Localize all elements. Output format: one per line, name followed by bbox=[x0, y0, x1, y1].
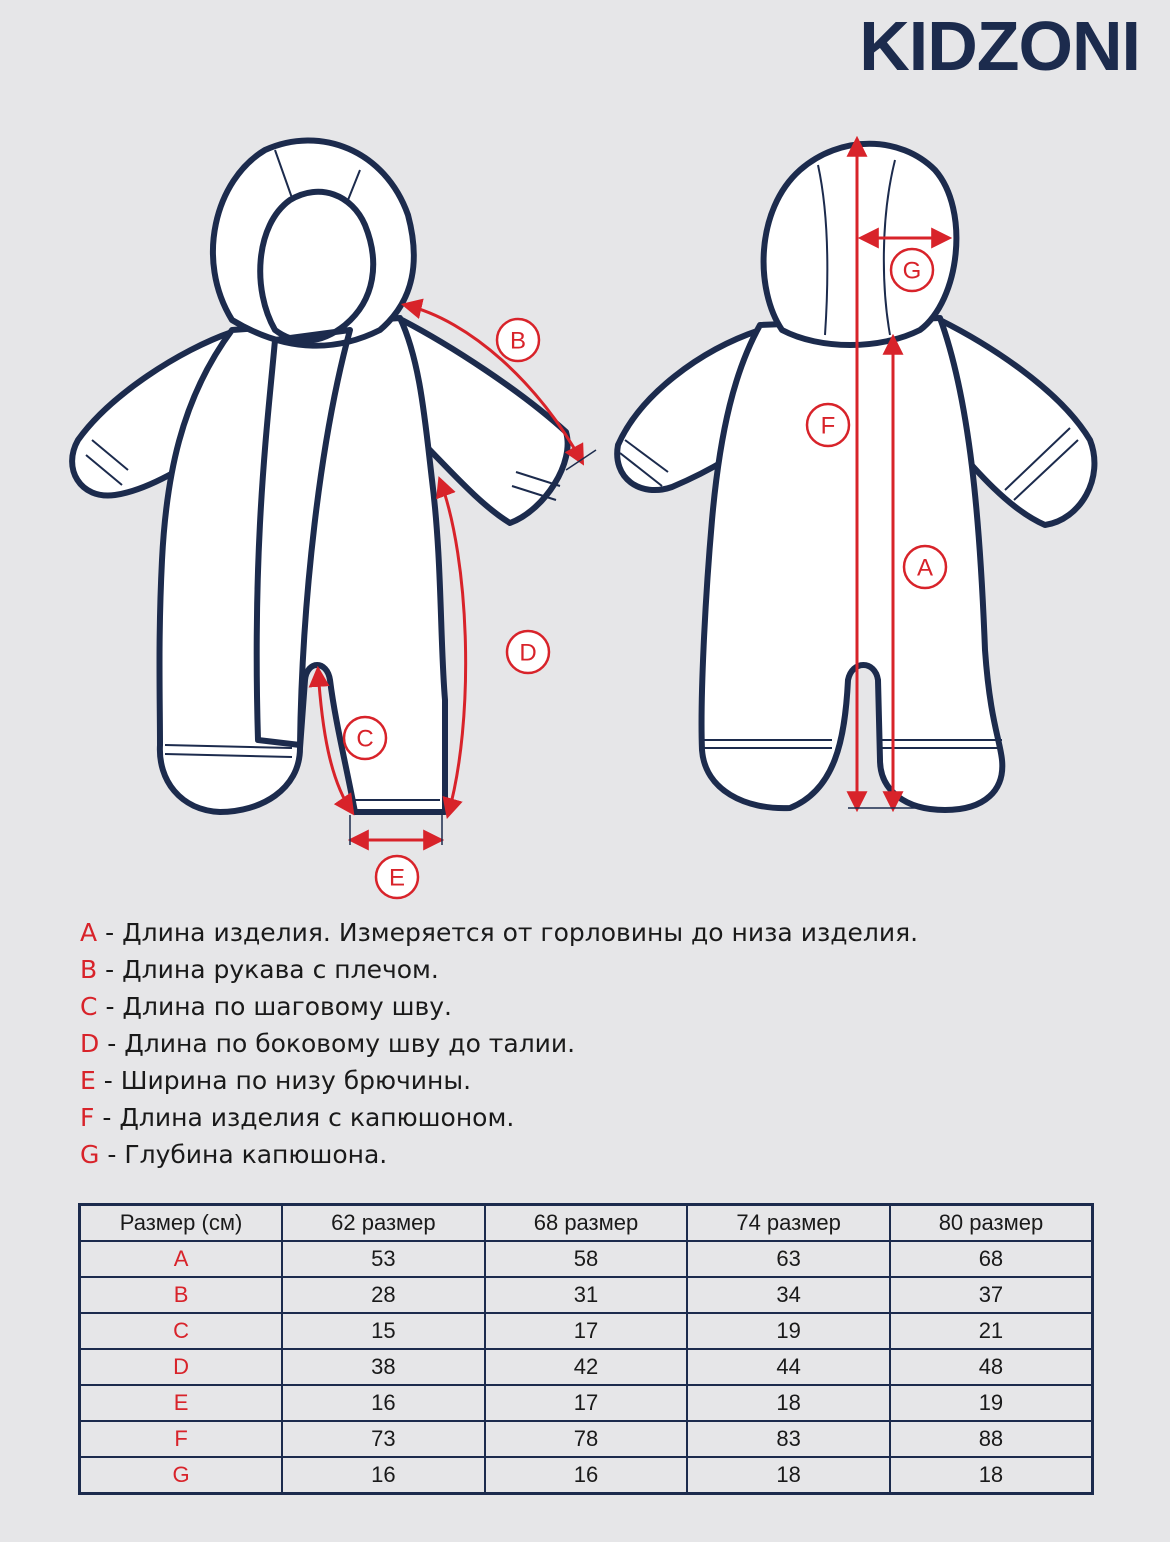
table-cell: 19 bbox=[890, 1385, 1093, 1421]
size-header-cell: 80 размер bbox=[890, 1205, 1093, 1242]
table-row-key: B bbox=[80, 1277, 283, 1313]
back-body bbox=[702, 318, 1003, 810]
legend-text: - Длина по шаговому шву. bbox=[105, 992, 453, 1021]
table-cell: 42 bbox=[485, 1349, 688, 1385]
table-cell: 15 bbox=[282, 1313, 485, 1349]
label-d: D bbox=[519, 639, 537, 667]
table-row-key: C bbox=[80, 1313, 283, 1349]
table-cell: 88 bbox=[890, 1421, 1093, 1457]
table-cell: 16 bbox=[282, 1385, 485, 1421]
back-hood bbox=[764, 144, 957, 345]
table-cell: 21 bbox=[890, 1313, 1093, 1349]
table-row bbox=[80, 1313, 1093, 1349]
size-header-cell: 68 размер bbox=[485, 1205, 688, 1242]
table-row-key: G bbox=[80, 1457, 283, 1494]
table-cell: 16 bbox=[282, 1457, 485, 1494]
legend-text: - Длина изделия с капюшоном. bbox=[102, 1103, 515, 1132]
table-row bbox=[80, 1349, 1093, 1385]
table-cell: 34 bbox=[687, 1277, 890, 1313]
table-cell: 53 bbox=[282, 1241, 485, 1277]
table-cell: 19 bbox=[687, 1313, 890, 1349]
table-row bbox=[80, 1457, 1093, 1494]
table-cell: 44 bbox=[687, 1349, 890, 1385]
table-cell: 68 bbox=[890, 1241, 1093, 1277]
table-cell: 18 bbox=[687, 1385, 890, 1421]
table-cell: 28 bbox=[282, 1277, 485, 1313]
measurement-legend bbox=[80, 914, 918, 1173]
label-e: E bbox=[388, 864, 406, 892]
size-header-cell: 74 размер bbox=[687, 1205, 890, 1242]
size-table bbox=[78, 1203, 1094, 1495]
legend-item bbox=[80, 1136, 918, 1173]
table-row bbox=[80, 1241, 1093, 1277]
table-row bbox=[80, 1421, 1093, 1457]
brand-logo: KIDZONI bbox=[859, 7, 1140, 85]
legend-text: - Глубина капюшона. bbox=[107, 1140, 388, 1169]
table-cell: 16 bbox=[485, 1457, 688, 1494]
legend-key: E bbox=[80, 1066, 96, 1095]
table-row-key: D bbox=[80, 1349, 283, 1385]
legend-item bbox=[80, 1062, 918, 1099]
table-cell: 17 bbox=[485, 1385, 688, 1421]
label-b: B bbox=[509, 327, 527, 355]
table-cell: 78 bbox=[485, 1421, 688, 1457]
table-cell: 83 bbox=[687, 1421, 890, 1457]
table-cell: 73 bbox=[282, 1421, 485, 1457]
label-f: F bbox=[820, 412, 836, 440]
legend-text: - Длина рукава с плечом. bbox=[105, 955, 439, 984]
legend-item bbox=[80, 914, 918, 951]
label-g: G bbox=[902, 257, 922, 285]
label-c: C bbox=[356, 725, 374, 753]
table-row-key: F bbox=[80, 1421, 283, 1457]
table-cell: 48 bbox=[890, 1349, 1093, 1385]
table-cell: 18 bbox=[890, 1457, 1093, 1494]
legend-key: A bbox=[80, 918, 98, 947]
table-cell: 63 bbox=[687, 1241, 890, 1277]
table-cell: 37 bbox=[890, 1277, 1093, 1313]
legend-key: F bbox=[80, 1103, 95, 1132]
table-row bbox=[80, 1277, 1093, 1313]
table-row-key: A bbox=[80, 1241, 283, 1277]
label-a: A bbox=[916, 554, 934, 582]
table-cell: 17 bbox=[485, 1313, 688, 1349]
legend-item bbox=[80, 951, 918, 988]
size-header-cell: Размер (см) bbox=[80, 1205, 283, 1242]
legend-item bbox=[80, 1025, 918, 1062]
legend-item bbox=[80, 988, 918, 1025]
size-header-cell: 62 размер bbox=[282, 1205, 485, 1242]
legend-key: D bbox=[80, 1029, 100, 1058]
legend-key: B bbox=[80, 955, 98, 984]
legend-key: C bbox=[80, 992, 98, 1021]
legend-item bbox=[80, 1099, 918, 1136]
table-row-key: E bbox=[80, 1385, 283, 1421]
table-cell: 38 bbox=[282, 1349, 485, 1385]
table-row bbox=[80, 1385, 1093, 1421]
legend-text: - Длина по боковому шву до талии. bbox=[107, 1029, 576, 1058]
legend-key: G bbox=[80, 1140, 100, 1169]
table-cell: 58 bbox=[485, 1241, 688, 1277]
table-cell: 18 bbox=[687, 1457, 890, 1494]
front-view bbox=[72, 140, 568, 812]
legend-text: - Ширина по низу брючины. bbox=[103, 1066, 472, 1095]
legend-text: - Длина изделия. Измеряется от горловины до низа изделия. bbox=[105, 918, 919, 947]
size-table-header bbox=[80, 1205, 1093, 1242]
table-cell: 31 bbox=[485, 1277, 688, 1313]
